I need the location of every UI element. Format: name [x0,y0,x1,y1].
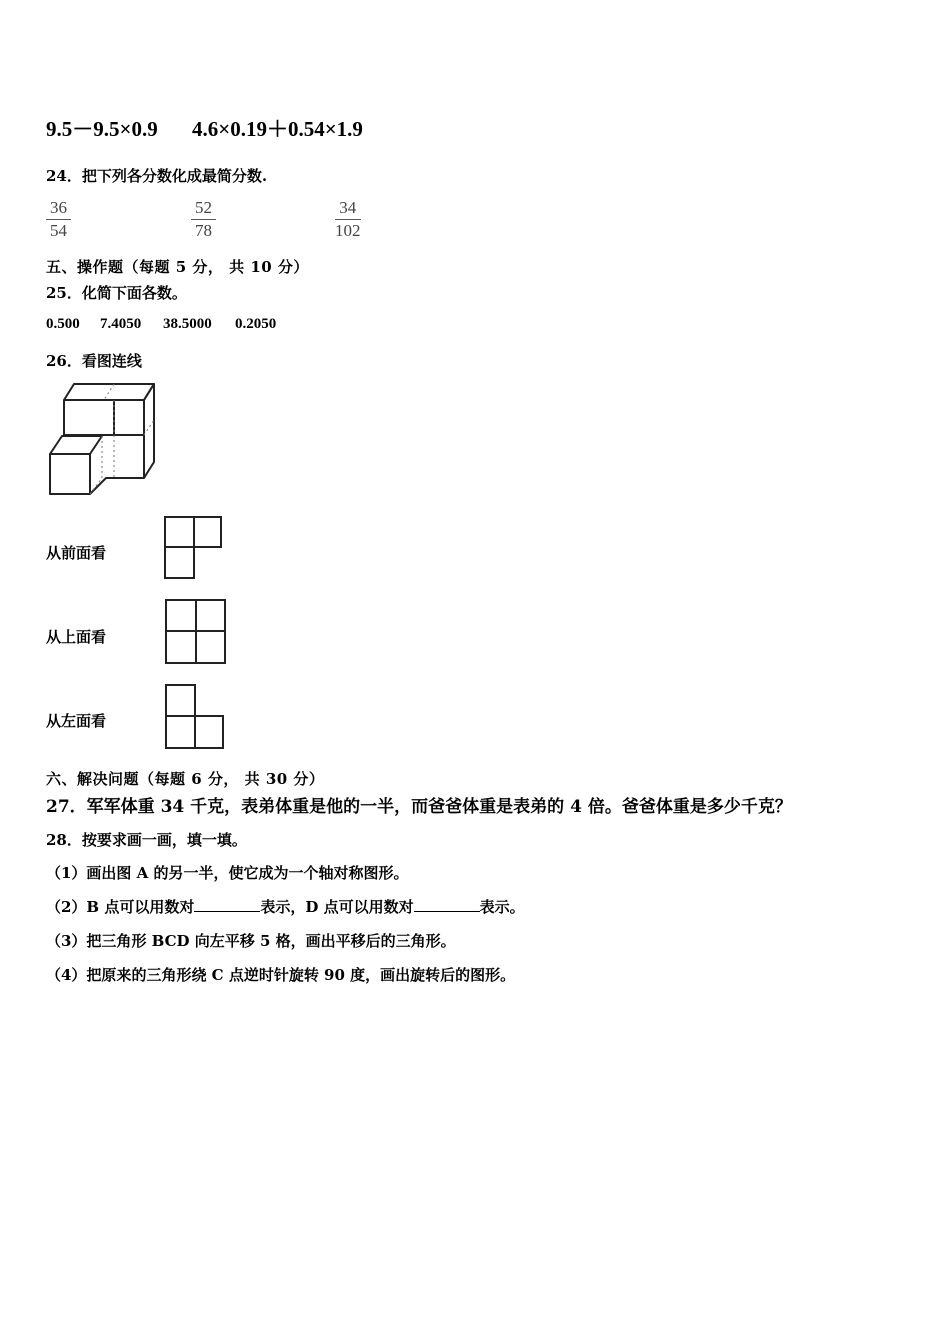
view-label-top: 从上面看 [46,628,107,646]
view-label-left: 从左面看 [46,712,107,730]
expression-1: 9.5－9.5×0.9 [46,117,158,141]
question-28-item-4: （4）把原来的三角形绕 C 点逆时针旋转 90 度，画出旋转后的图形。 [46,966,516,984]
decimal-number-2: 7.4050 [100,316,142,332]
question-28-item-2 [46,896,525,917]
question-28-item-3: （3）把三角形 BCD 向左平移 5 格，画出平移后的三角形。 [46,932,456,950]
question-28-title: 28．按要求画一画，填一填。 [46,831,247,849]
cube-stack-figure [44,380,159,500]
item-2-part-a: （2）B 点可以用数对 [46,898,195,916]
left-view-figure [163,682,227,752]
view-label-front: 从前面看 [46,544,107,562]
decimal-number-3: 38.5000 [163,316,212,332]
item-2-part-b: 表示，D 点可以用数对 [260,898,414,916]
question-26-title: 26．看图连线 [46,352,142,370]
item-2-part-c: 表示。 [479,898,525,916]
fraction-1 [46,197,71,242]
expression-2: 4.6×0.19＋0.54×1.9 [192,117,363,141]
answer-blank-d[interactable] [414,897,480,912]
answer-blank-b[interactable] [194,897,260,912]
fraction-3 [335,197,361,242]
question-27-text: 27．军军体重 34 千克，表弟体重是他的一半，而爸爸体重是表弟的 4 倍。爸爸体重是多少千克？ [46,797,792,817]
front-view-figure [162,514,226,582]
fraction-3-denominator: 102 [335,221,361,240]
decimal-number-4: 0.2050 [235,316,277,332]
fraction-2-denominator: 78 [195,221,212,240]
fraction-2-numerator: 52 [191,197,216,220]
section-6-heading: 六、解决问题（每题 6 分， 共 30 分） [46,770,325,788]
top-view-figure [163,597,229,667]
fraction-1-numerator: 36 [46,197,71,220]
question-25-title: 25．化简下面各数。 [46,284,187,302]
question-24-title: 24．把下列各分数化成最简分数. [46,167,268,185]
decimal-number-1: 0.500 [46,316,80,332]
fraction-3-numerator: 34 [335,197,361,220]
section-5-heading: 五、操作题（每题 5 分， 共 10 分） [46,258,309,276]
question-28-item-1: （1）画出图 A 的另一半，使它成为一个轴对称图形。 [46,864,409,882]
fraction-1-denominator: 54 [50,221,67,240]
fraction-2 [191,197,216,242]
